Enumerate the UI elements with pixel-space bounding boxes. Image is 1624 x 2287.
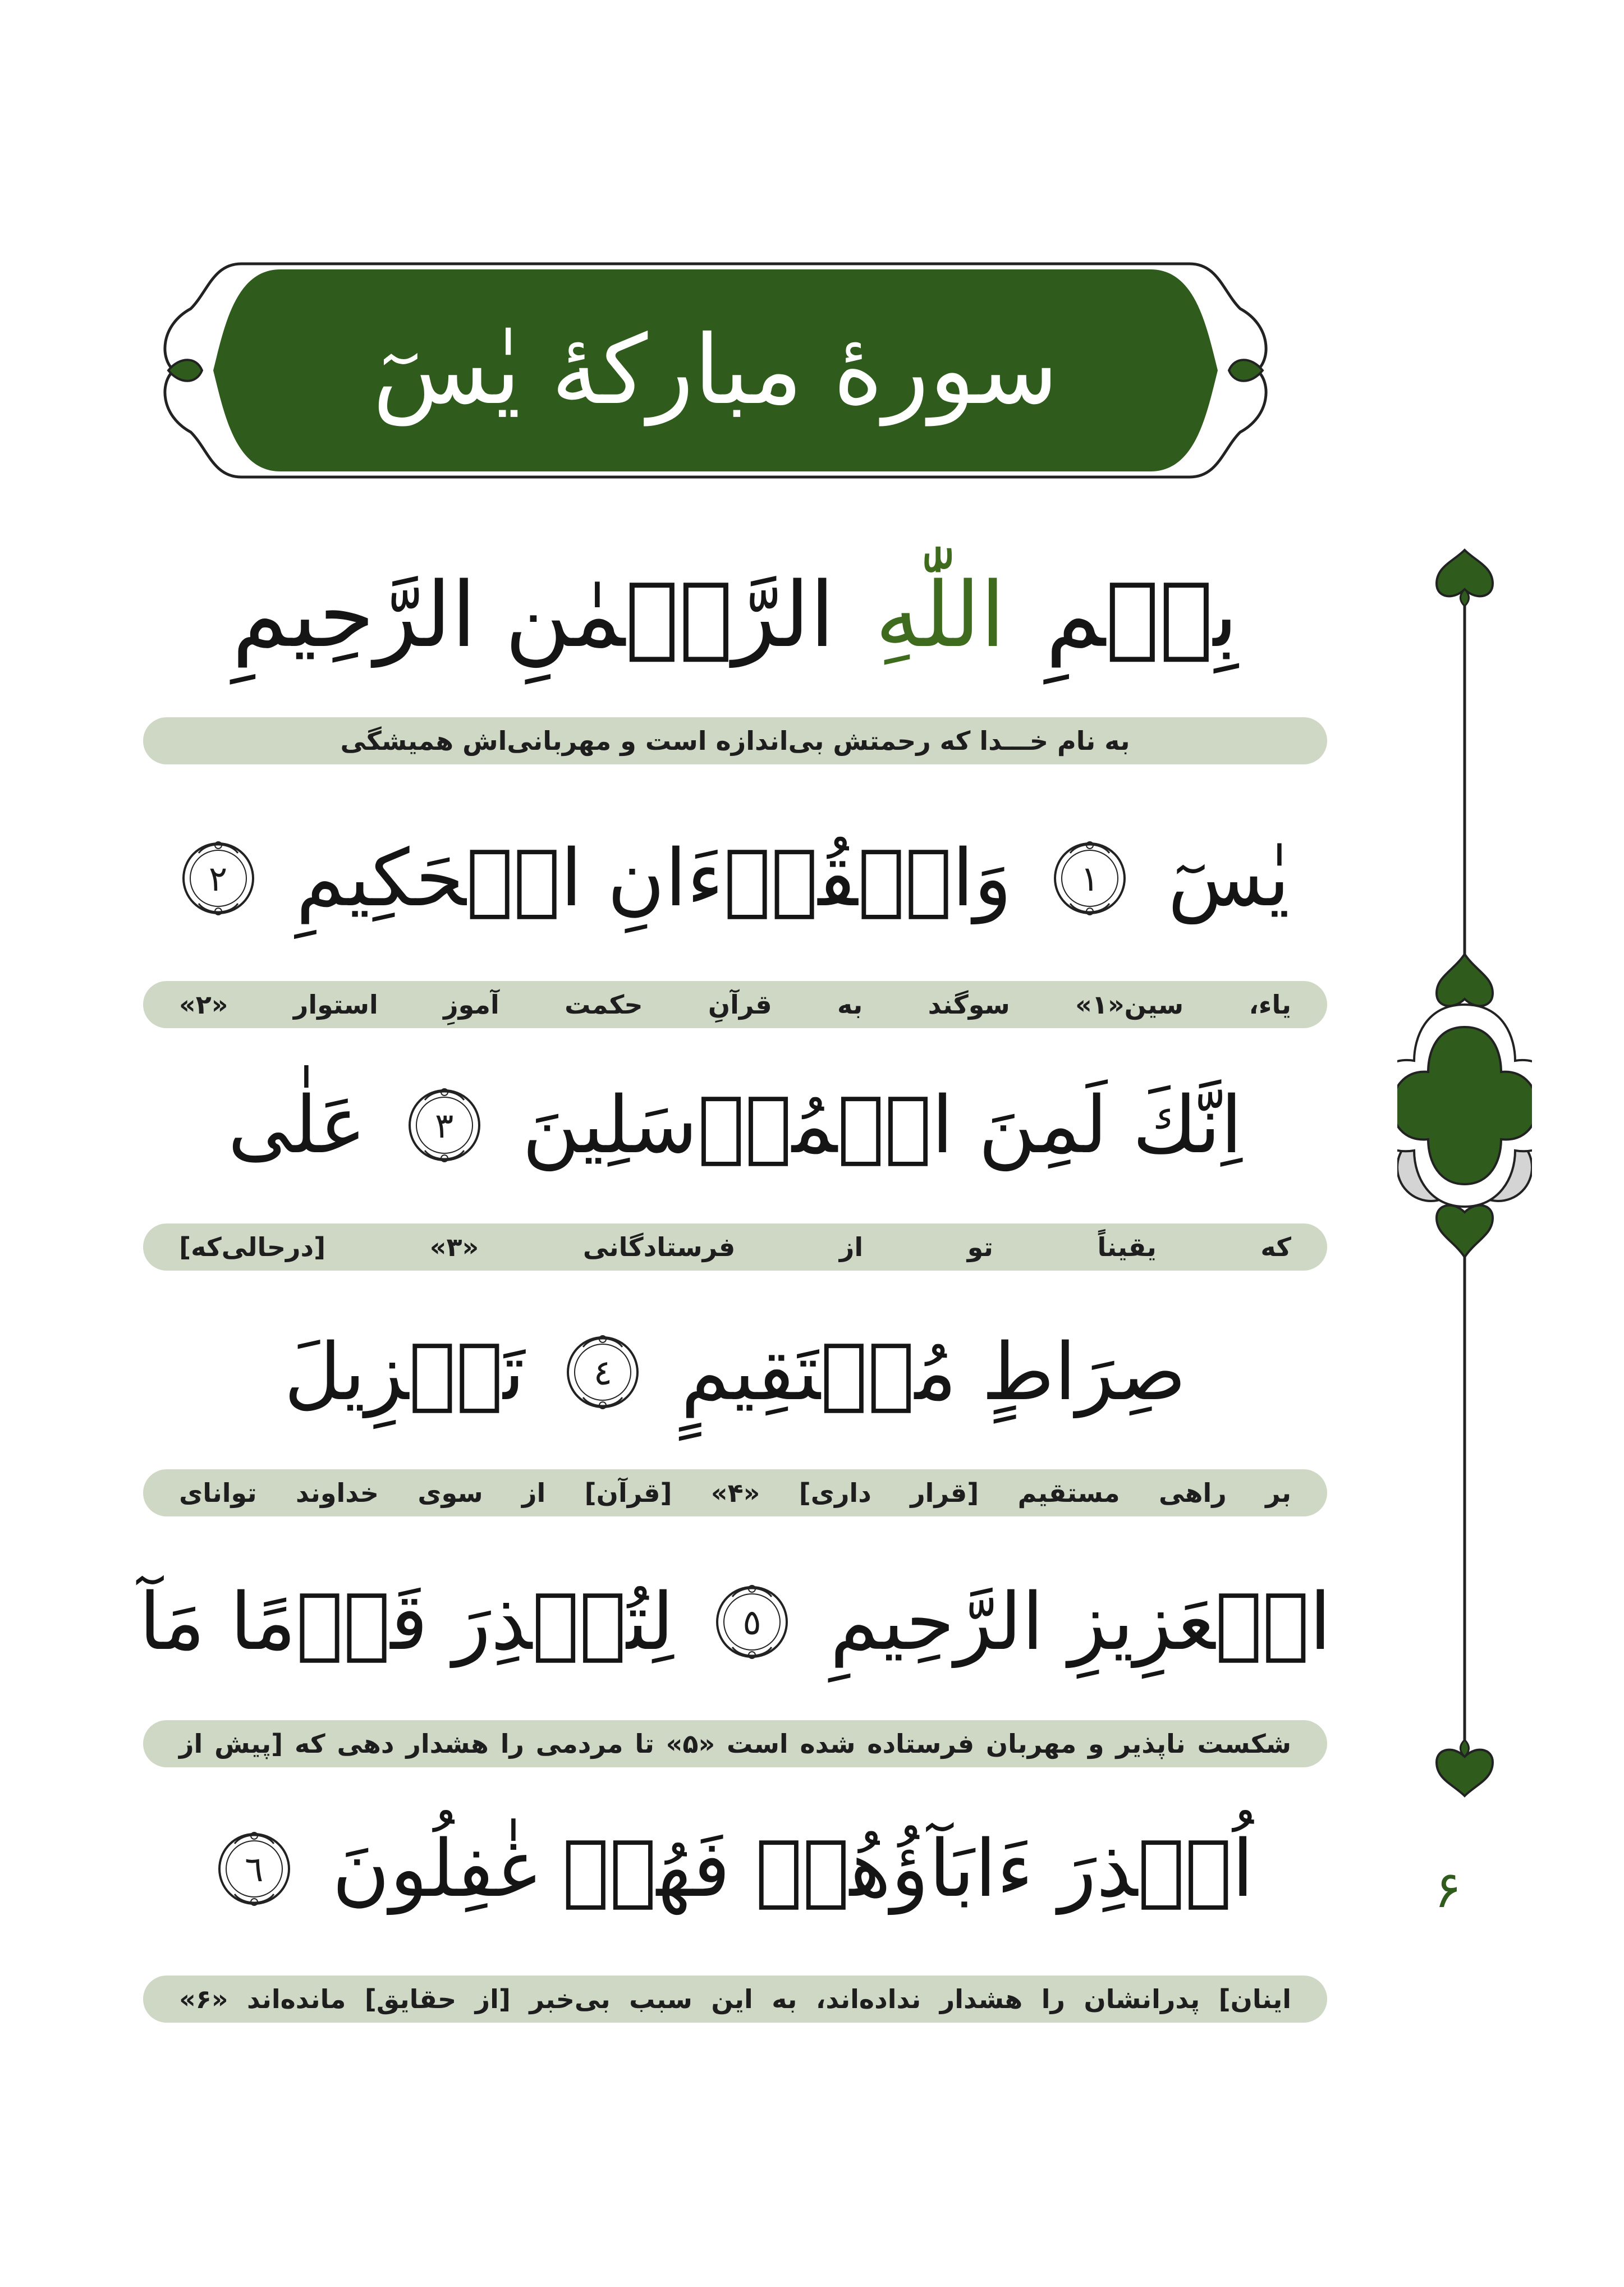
verse-text: لِتُنۡذِرَ قَوۡمًا مَآ	[139, 1576, 675, 1668]
translation-word: و	[1088, 1729, 1104, 1759]
translation-bar	[143, 1469, 1327, 1516]
ayah-number: ٤	[593, 1351, 613, 1393]
translation-word: خداوند	[296, 1478, 379, 1508]
ayah-number: ٣	[434, 1104, 454, 1146]
translation-word: شکست	[1197, 1729, 1291, 1759]
verse-line	[140, 808, 1330, 948]
ayah-number: ٢	[208, 858, 228, 899]
translation-word: مانده‌اند	[247, 1984, 346, 2014]
translation-word: مستقیم	[1017, 1478, 1120, 1508]
ayah-number-marker	[402, 1083, 487, 1167]
translation-word: که	[295, 1729, 325, 1759]
basmala-translation: به نام خـــدا که رحمتش بی‌اندازه است و مهربانی‌اش همیشگی	[143, 717, 1327, 764]
basmala-allah: اللّٰهِ	[875, 562, 1006, 667]
verse-text: وَالۡقُرۡءَانِ الۡحَكِيمِ	[296, 832, 1012, 924]
verse-text: يٰسٓ	[1168, 832, 1290, 924]
translation-word: تو	[967, 1232, 993, 1262]
side-ornament	[1397, 544, 1532, 1802]
translation-word: «۲»	[179, 989, 228, 1020]
verse-text: عَلٰى	[228, 1079, 366, 1171]
translation-bar	[143, 981, 1327, 1028]
translation-word: [پیش	[214, 1729, 283, 1759]
basmala-line	[140, 544, 1330, 685]
translation-word: «۴»	[710, 1478, 760, 1508]
translation-word: شده	[800, 1729, 856, 1759]
verse-line	[140, 1799, 1330, 1939]
verse-text: تَنۡزِيلَ	[284, 1326, 525, 1418]
translation-word: یقیناً	[1097, 1232, 1157, 1262]
ayah-number: ١	[1080, 858, 1099, 899]
translation-word: که	[1260, 1232, 1291, 1262]
translation-word: است	[727, 1729, 788, 1759]
translation-word: هشدار	[939, 1984, 1023, 2014]
translation-word: را	[500, 1729, 524, 1759]
translation-word: قرآنِ	[708, 989, 772, 1020]
translation-word: [قرآن]	[584, 1478, 672, 1508]
verse-text: اِنَّكَ لَمِنَ الۡمُرۡسَلِينَ	[522, 1079, 1242, 1171]
translation-word: «۶»	[179, 1984, 228, 2014]
translation-word: بی‌خبر	[529, 1984, 611, 2014]
translation-word: آموزِ	[443, 989, 499, 1020]
translation-bar	[143, 1720, 1327, 1767]
translation-word: هشدار	[406, 1729, 489, 1759]
translation-word: مهربان	[985, 1729, 1077, 1759]
verse-text: صِرَاطٍ مُسۡتَقِيمٍ	[681, 1326, 1186, 1418]
translation-word: [درحالی‌که]	[179, 1232, 326, 1262]
translation-word: «۵»	[666, 1729, 715, 1759]
translation-word: راهی	[1159, 1478, 1227, 1508]
translation-word: فرستاده	[867, 1729, 975, 1759]
ayah-number: ٦	[245, 1848, 264, 1890]
translation-word: تا	[635, 1729, 654, 1759]
ayah-number-marker	[561, 1330, 645, 1414]
verse-text: اُنۡذِرَ ءَابَآؤُهُمۡ فَهُمۡ غٰفِلُونَ	[332, 1823, 1254, 1915]
translation-word: از	[522, 1478, 546, 1508]
verse-line	[140, 1055, 1330, 1195]
translation-word: نداده‌اند،	[815, 1984, 921, 2014]
verse-text: الۡعَزِيزِ الرَّحِيمِ	[830, 1576, 1332, 1668]
ayah-number-marker	[212, 1827, 296, 1911]
verse-line	[140, 1552, 1330, 1692]
translation-bar	[143, 1223, 1327, 1271]
surah-title: سورهٔ مبارکهٔ یٰسٓ	[373, 315, 1058, 426]
verse-line	[140, 1302, 1330, 1442]
translation-word: استوار	[293, 989, 378, 1020]
basmala-bism: بِسۡمِ	[1045, 562, 1238, 667]
ayah-number-marker	[176, 836, 260, 920]
translation-word: یاء،	[1249, 989, 1291, 1020]
translation-word: سوی	[418, 1478, 483, 1508]
translation-word: اینان]	[1218, 1984, 1291, 2014]
translation-word: [از	[475, 1984, 511, 2014]
translation-word: به	[772, 1984, 797, 2014]
translation-word: داری]	[799, 1478, 871, 1508]
translation-word: سوگند	[928, 989, 1010, 1020]
translation-word: مردمی	[535, 1729, 623, 1759]
page-number: ۶	[1434, 1860, 1462, 1919]
translation-word: سین«۱»	[1075, 989, 1184, 1020]
translation-word: «۳»	[429, 1232, 479, 1262]
translation-word: حکمت	[565, 989, 643, 1020]
translation-word: این	[711, 1984, 753, 2014]
translation-word: بر	[1265, 1478, 1291, 1508]
translation-word: پدرانشان	[1084, 1984, 1200, 2014]
translation-word: از	[179, 1729, 203, 1759]
translation-word: دهی	[337, 1729, 394, 1759]
ayah-number-marker	[1048, 836, 1132, 920]
translation-word: فرستادگانی	[582, 1232, 736, 1262]
translation-word: [قرار	[910, 1478, 979, 1508]
translation-word: حقایق]	[364, 1984, 457, 2014]
ayah-number: ٥	[742, 1601, 761, 1643]
basmala-rahman-rahim: الرَّحۡمٰنِ الرَّحِيمِ	[232, 562, 835, 667]
translation-word: را	[1041, 1984, 1065, 2014]
ayah-number-marker	[710, 1580, 794, 1664]
translation-word: توانای	[179, 1478, 257, 1508]
translation-word: ناپذیر	[1116, 1729, 1186, 1759]
translation-word: سبب	[629, 1984, 692, 2014]
title-banner	[157, 258, 1274, 483]
translation-bar	[143, 1976, 1327, 2023]
translation-word: از	[839, 1232, 864, 1262]
translation-word: به	[837, 989, 863, 1020]
